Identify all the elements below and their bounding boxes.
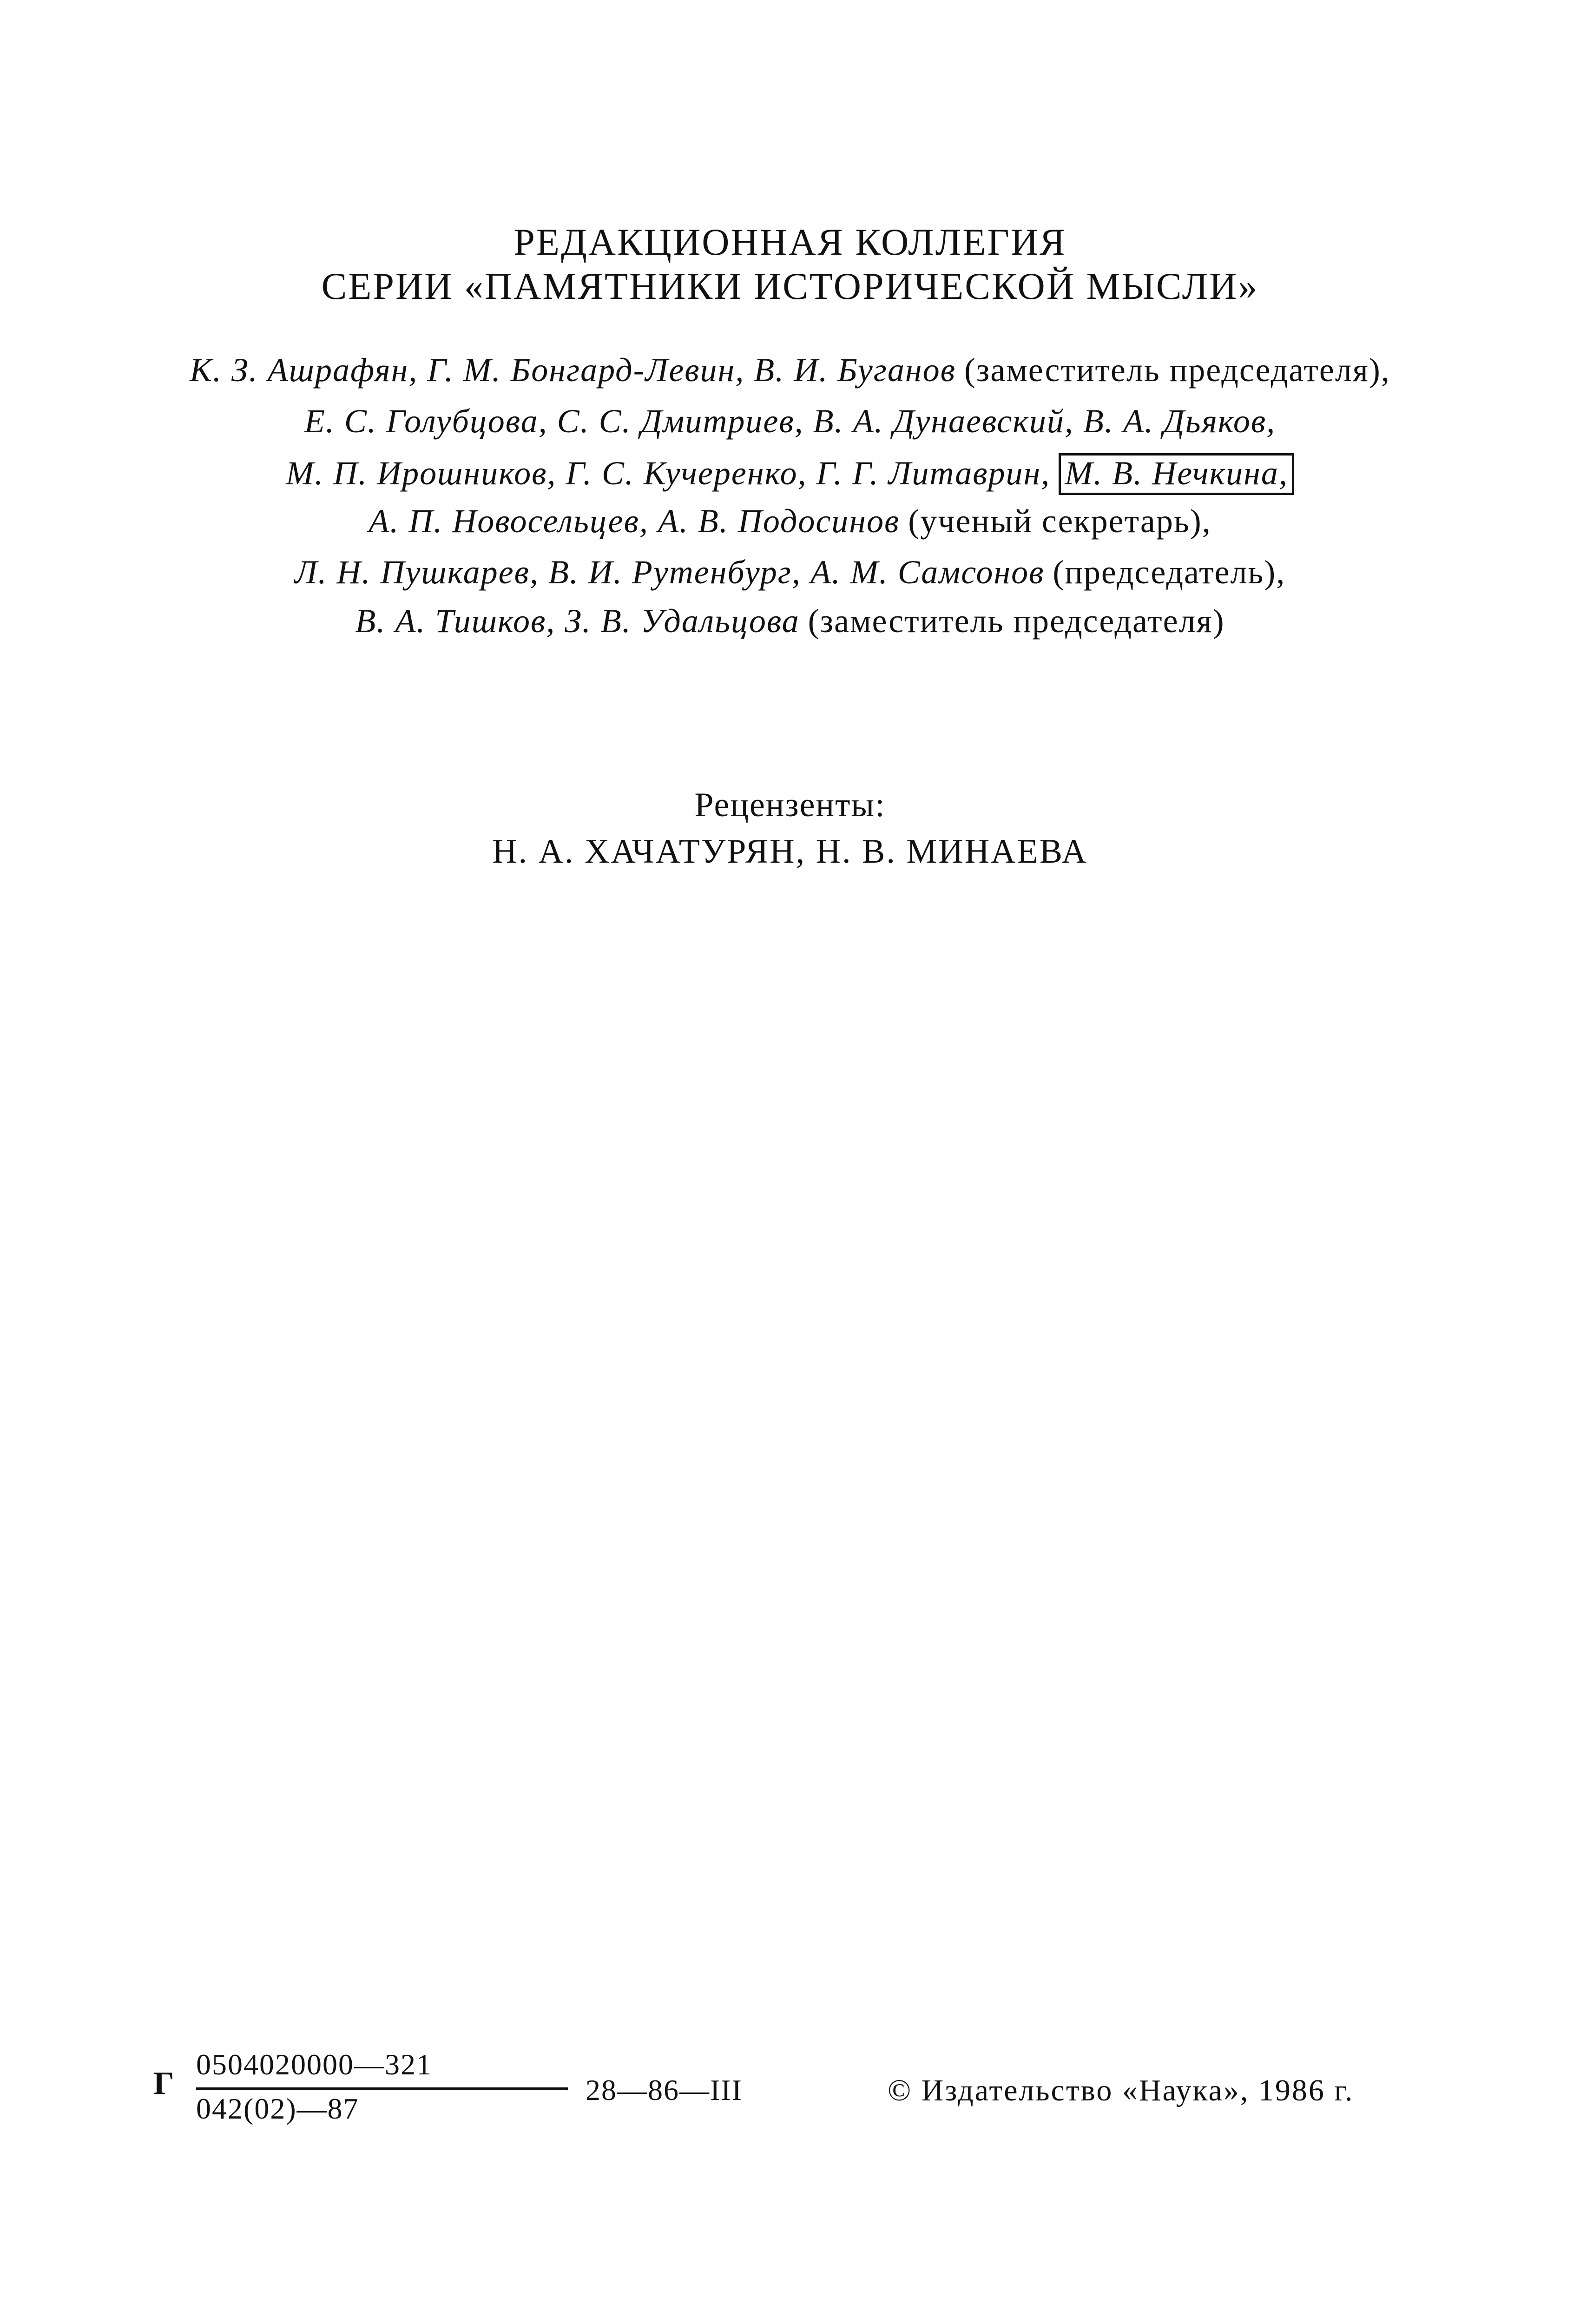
board-members-line-3 [0, 453, 1580, 495]
member-role: (ученый секретарь), [908, 502, 1211, 540]
board-members-line-4 [0, 504, 1580, 538]
member-names: В. А. Тишков, З. В. Удальцова [355, 602, 800, 640]
member-role: (заместитель председателя) [808, 602, 1225, 640]
board-members-line-6 [0, 604, 1580, 638]
imprint-numerator: 0504020000—321 [196, 2048, 432, 2081]
member-names: Л. Н. Пушкарев, В. И. Рутенбург, А. М. Самсонов [294, 554, 1045, 591]
board-members-line-2 [0, 404, 1580, 438]
board-members-line-1 [0, 353, 1580, 387]
member-role: (председатель), [1053, 554, 1286, 591]
imprint-letter: Г [153, 2066, 174, 2101]
imprint-denominator: 042(02)—87 [196, 2092, 359, 2125]
fraction-bar [196, 2087, 568, 2090]
member-names: А. П. Новосельцев, А. В. Подосинов [369, 502, 900, 540]
reviewers-label: Рецензенты: [694, 786, 886, 824]
imprint-code: 28—86—III [586, 2073, 743, 2106]
board-members-line-5 [0, 555, 1580, 589]
reviewers-names: Н. А. ХАЧАТУРЯН, Н. В. МИНАЕВА [492, 832, 1088, 871]
member-names: К. З. Ашрафян, Г. М. Бонгард-Левин, В. И. Буганов [190, 351, 956, 389]
member-names: Е. С. Голубцова, С. С. Дмитриев, В. А. Дунаевский, В. А. Дьяков, [304, 403, 1276, 440]
copyright-notice: © Издательство «Наука», 1986 г. [888, 2073, 1354, 2107]
editorial-board-title: РЕДАКЦИОННАЯ КОЛЛЕГИЯ [514, 221, 1066, 263]
member-name-framed: М. В. Нечкина, [1065, 455, 1288, 492]
member-names: М. П. Ирошников, Г. С. Кучеренко, Г. Г. Литаврин, [286, 455, 1051, 492]
deceased-member-frame [1059, 453, 1294, 495]
publication-imprint-code [153, 2047, 743, 2125]
series-title: СЕРИИ «ПАМЯТНИКИ ИСТОРИЧЕСКОЙ МЫСЛИ» [321, 265, 1259, 307]
member-role: (заместитель председателя), [964, 351, 1390, 389]
